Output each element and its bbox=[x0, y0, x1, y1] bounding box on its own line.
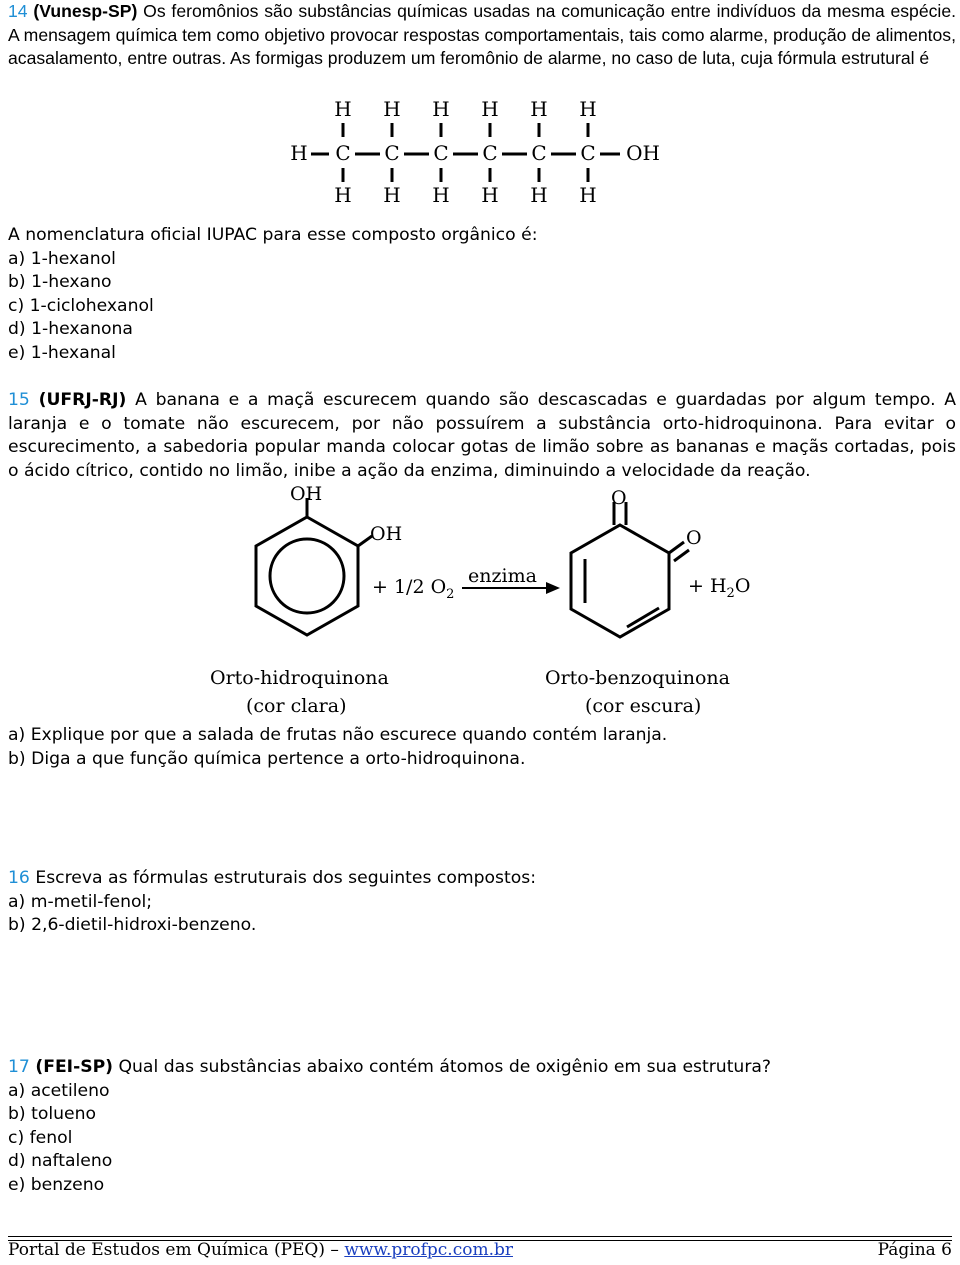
question-text: Escreva as fórmulas estruturais dos seguintes compostos: bbox=[29, 868, 536, 888]
c-atom: C bbox=[433, 141, 449, 165]
page-footer bbox=[8, 1236, 952, 1264]
item-a: a) m-metil-fenol; bbox=[8, 891, 153, 912]
question-15-items bbox=[8, 724, 956, 771]
option-b: b) tolueno bbox=[8, 1104, 96, 1124]
question-source: (UFRJ-RJ) bbox=[38, 390, 127, 410]
c-atom: C bbox=[580, 141, 596, 165]
c-atom: C bbox=[335, 141, 351, 165]
o-label: O bbox=[611, 487, 627, 509]
footer-title: Portal de Estudos em Química (PEQ) – www.profpc.com.br bbox=[8, 1240, 513, 1260]
c-atom: C bbox=[531, 141, 547, 165]
question-17 bbox=[8, 1056, 956, 1197]
question-14-stem bbox=[8, 0, 956, 71]
page-number: Página 6 bbox=[877, 1240, 952, 1260]
h-atom: H bbox=[481, 183, 499, 207]
h-atom: H bbox=[432, 183, 450, 207]
h-atom: H bbox=[481, 97, 499, 121]
h-atom: H bbox=[432, 97, 450, 121]
aromatic-circle bbox=[270, 539, 344, 613]
option-e: e) 1-hexanal bbox=[8, 342, 116, 363]
question-text: Qual das substâncias abaixo contém átomos de oxigênio em sua estrutura? bbox=[113, 1057, 772, 1077]
water-label: + $H_2O$ bbox=[688, 575, 751, 601]
oh-label: OH bbox=[290, 483, 323, 505]
h-atom: H bbox=[530, 183, 548, 207]
oh-group: OH bbox=[626, 141, 660, 165]
option-c: c) 1-ciclohexanol bbox=[8, 295, 154, 316]
question-text: Os feromônios são substâncias químicas usadas na comunicação entre indivíduos da mesma espécie. A mensagem química tem como objetivo provocar respostas comportamentais, tais como alarme, produção de alimentos, acasalamento, entre outras. As formigas produzem um feromônio de alarme, no caso de luta, cuja fórmula estrutural é bbox=[8, 1, 957, 68]
h-atom: H bbox=[334, 183, 352, 207]
h-atom: H bbox=[383, 97, 401, 121]
left-compound-note: (cor clara) bbox=[246, 695, 347, 717]
question-number: 17 bbox=[8, 1057, 30, 1077]
h-atom: H bbox=[579, 183, 597, 207]
o-label: O bbox=[686, 527, 702, 549]
item-b: b) Diga a que função química pertence a orto-hidroquinona. bbox=[8, 748, 526, 769]
hydroquinone-oxidation-reaction bbox=[200, 482, 760, 720]
question-number: 14 bbox=[8, 1, 28, 21]
item-b: b) 2,6-dietil-hidroxi-benzeno. bbox=[8, 915, 257, 935]
c-atom: C bbox=[384, 141, 400, 165]
site-link[interactable]: www.profpc.com.br bbox=[344, 1240, 513, 1260]
h-atom: H bbox=[290, 141, 308, 165]
option-a: a) acetileno bbox=[8, 1080, 110, 1101]
h-atom: H bbox=[530, 97, 548, 121]
hexanol-structural-formula bbox=[285, 96, 675, 211]
oh-label: OH bbox=[370, 523, 403, 545]
option-a: a) 1-hexanol bbox=[8, 248, 116, 269]
c-atom: C bbox=[482, 141, 498, 165]
option-e: e) benzeno bbox=[8, 1174, 105, 1195]
reagent-label: + 1/2 $O_2$ bbox=[372, 576, 455, 602]
question-14-options bbox=[8, 224, 956, 365]
question-source: (Vunesp-SP) bbox=[33, 1, 138, 21]
question-15-stem bbox=[8, 389, 956, 483]
question-prompt: A nomenclatura oficial IUPAC para esse composto orgânico é: bbox=[8, 225, 538, 245]
right-compound-name: Orto-benzoquinona bbox=[545, 667, 730, 689]
option-b: b) 1-hexano bbox=[8, 272, 112, 292]
question-source: (FEI-SP) bbox=[35, 1057, 114, 1077]
question-number: 15 bbox=[8, 390, 30, 410]
option-d: d) naftaleno bbox=[8, 1151, 113, 1171]
question-number: 16 bbox=[8, 868, 30, 888]
option-c: c) fenol bbox=[8, 1127, 73, 1148]
h-atom: H bbox=[579, 97, 597, 121]
h-atom: H bbox=[383, 183, 401, 207]
enzyme-label: enzima bbox=[468, 565, 537, 587]
option-d: d) 1-hexanona bbox=[8, 319, 133, 339]
h-atom: H bbox=[334, 97, 352, 121]
item-a: a) Explique por que a salada de frutas não escurece quando contém laranja. bbox=[8, 725, 668, 745]
right-compound-note: (cor escura) bbox=[585, 695, 702, 717]
left-compound-name: Orto-hidroquinona bbox=[210, 667, 389, 689]
question-text: A banana e a maçã escurecem quando são descascadas e guardadas por algum tempo. A laranja e o tomate não escurecem, por não possuírem a substância orto-hidroquinona. Para evitar o escurecimento, a sabedoria popular manda colocar gotas de limão sobre as bananas e maçãs cortadas, pois o ácido cítrico, contido no limão, inibe a ação da enzima, diminuindo a velocidade da reação. bbox=[8, 390, 956, 481]
question-16 bbox=[8, 867, 956, 938]
